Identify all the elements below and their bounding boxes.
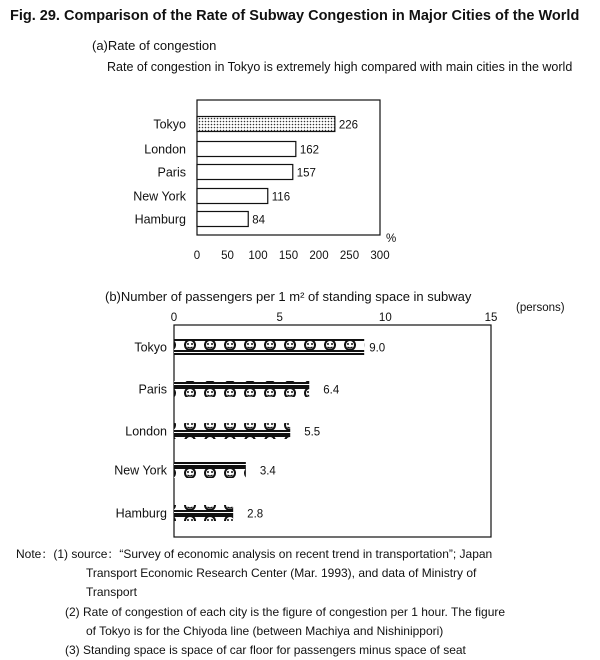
note-line-4: (2) Rate of congestion of each city is the figure of congestion per 1 hour. The figure (65, 605, 506, 619)
chart-a-value-label: 226 (338, 119, 359, 132)
chart-a-category-label: London (144, 142, 186, 157)
chart-b-bar (174, 505, 233, 521)
chart-b-tick-label: 0 (170, 312, 178, 324)
chart-b-plot (114, 302, 565, 537)
chart-a-category-label: Paris (157, 165, 186, 180)
chart-b-tick-label: 10 (378, 312, 392, 324)
section-a-subtitle: Rate of congestion in Tokyo is extremely high compared with main cities in the world (107, 60, 573, 74)
chart-b-tick-label: 5 (276, 312, 283, 324)
chart-b-category-label: New York (114, 463, 167, 478)
chart-a-value-label: 84 (252, 214, 266, 227)
chart-a-value-label: 116 (271, 191, 291, 204)
chart-a-value-label: 162 (299, 144, 320, 157)
chart-b-value-label: 6.4 (323, 384, 340, 397)
chart-b-unit-label: (persons) (516, 302, 565, 314)
chart-b-category-label: Paris (138, 382, 167, 397)
chart-a-tick-label: 50 (221, 250, 234, 262)
chart-a-category-label: New York (133, 189, 186, 204)
chart-a-category-label: Tokyo (153, 117, 186, 132)
note-line-1: Note：(1) source：“Survey of economic analysis on recent trend in transportation”; Japan (16, 547, 493, 561)
note-line-5: of Tokyo is for the Chiyoda line (between Machiya and Nishinippori) (86, 624, 444, 638)
chart-b-category-label: Hamburg (115, 506, 167, 521)
chart-a-tick-label: 0 (193, 250, 201, 262)
chart-a-tick-label: 150 (278, 250, 299, 262)
chart-b-value-label: 2.8 (247, 508, 264, 521)
note-line-3: Transport (86, 585, 137, 599)
chart-a-tick-label: 300 (370, 250, 390, 262)
chart-b-category-label: London (125, 424, 167, 439)
chart-b-category-label: Tokyo (134, 340, 167, 355)
chart-a-tick-label: 200 (309, 250, 329, 262)
chart-a-category-label: Hamburg (134, 212, 186, 227)
chart-b-bar (174, 339, 364, 355)
chart-b-bar (174, 381, 309, 397)
chart-b-value-label: 9.0 (369, 342, 386, 355)
chart-b-bar (174, 462, 246, 478)
section-b-heading: (b)Number of passengers per 1 m² of standing space in subway (105, 289, 472, 304)
chart-b-value-label: 3.4 (259, 465, 276, 478)
chart-a-tick-label: 250 (339, 250, 360, 262)
chart-a-value-label: 157 (296, 167, 316, 180)
chart-a-unit-label: % (386, 233, 397, 245)
section-a-heading: (a)Rate of congestion (92, 38, 217, 53)
note-line-2: Transport Economic Research Center (Mar. 1993), and data of Ministry of (86, 566, 477, 580)
chart-b-tick-label: 15 (484, 312, 498, 324)
chart-b-value-label: 5.5 (304, 426, 321, 439)
chart-a-tick-label: 100 (248, 250, 268, 262)
figure-title: Fig. 29. Comparison of the Rate of Subway Congestion in Major Cities of the World (10, 8, 580, 24)
chart-b-bar (174, 423, 290, 439)
note-line-6: (3) Standing space is space of car floor for passengers minus space of seat (65, 643, 466, 657)
